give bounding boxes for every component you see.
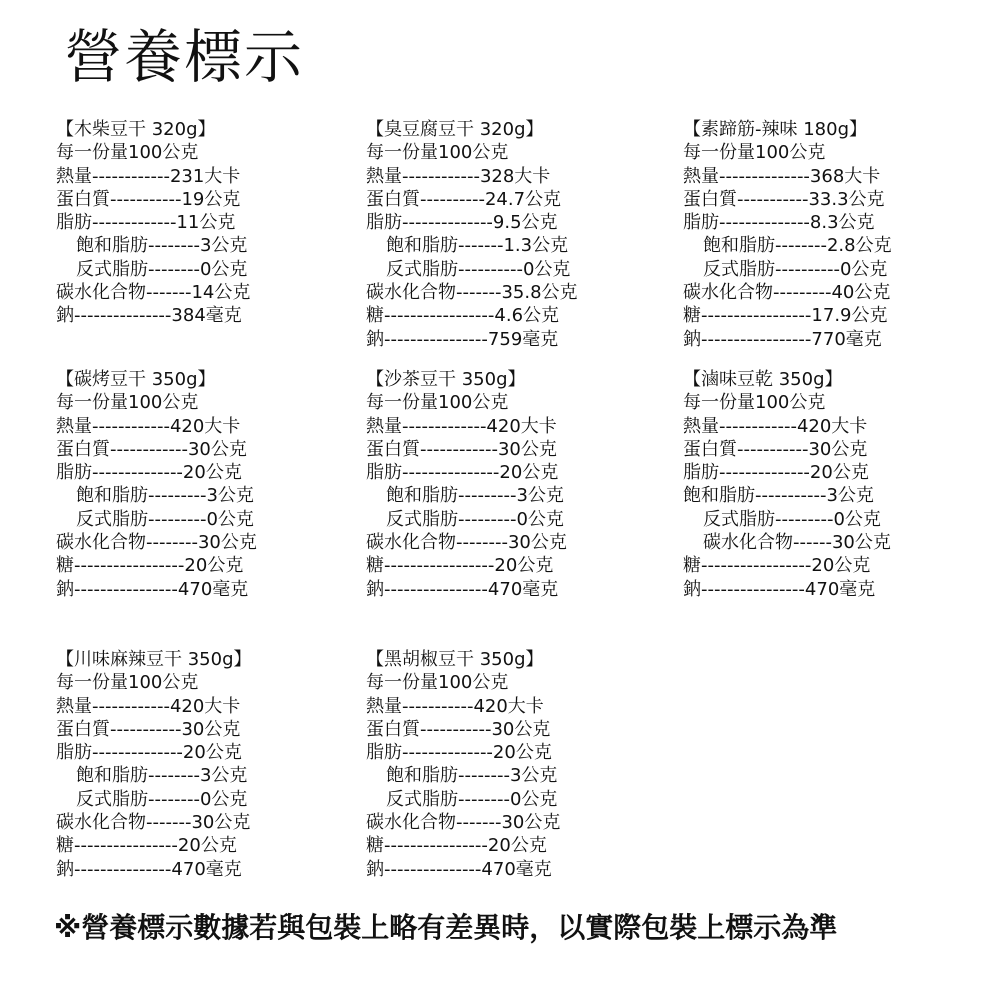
product-name: 【碳烤豆干 350g】 xyxy=(56,369,216,390)
nutrient-row: 鈉---------------470毫克 xyxy=(56,858,242,880)
nutrient-row: 飽和脂肪-----------3公克 xyxy=(683,485,874,507)
nutrient-row: 蛋白質-----------30公克 xyxy=(683,438,868,460)
nutrient-row: 脂肪--------------20公克 xyxy=(56,742,242,764)
product-name: 【沙茶豆干 350g】 xyxy=(366,369,526,390)
nutrient-row: 糖-----------------20公克 xyxy=(683,555,871,577)
nutrient-row: 鈉----------------470毫克 xyxy=(366,578,559,600)
page-title: 營養標示 xyxy=(64,23,305,91)
nutrient-row: 脂肪--------------9.5公克 xyxy=(366,212,558,234)
nutrient-row: 熱量-----------420大卡 xyxy=(366,695,544,717)
nutrition-card xyxy=(683,118,983,351)
nutrient-row: 飽和脂肪--------3公克 xyxy=(386,765,558,787)
nutrient-row: 蛋白質-----------19公克 xyxy=(56,188,241,210)
nutrition-card xyxy=(56,368,356,601)
product-name: 【黑胡椒豆干 350g】 xyxy=(366,649,544,670)
nutrition-card xyxy=(366,118,666,351)
nutrient-row: 蛋白質------------30公克 xyxy=(366,438,557,460)
nutrient-row: 糖-----------------20公克 xyxy=(366,555,554,577)
nutrient-row: 反式脂肪---------0公克 xyxy=(703,508,881,530)
nutrition-card xyxy=(683,368,983,601)
nutrient-row: 糖-----------------4.6公克 xyxy=(366,305,560,327)
nutrient-row: 反式脂肪---------0公克 xyxy=(76,508,254,530)
nutrient-row: 脂肪--------------20公克 xyxy=(56,462,242,484)
nutrient-row: 鈉----------------470毫克 xyxy=(56,578,249,600)
serving-size: 每一份量100公克 xyxy=(366,142,509,164)
nutrient-row: 反式脂肪---------0公克 xyxy=(386,508,564,530)
nutrient-row: 反式脂肪--------0公克 xyxy=(76,788,248,810)
nutrient-row: 熱量------------231大卡 xyxy=(56,165,241,187)
nutrient-row: 鈉-----------------770毫克 xyxy=(683,328,882,350)
nutrient-row: 飽和脂肪---------3公克 xyxy=(386,485,564,507)
nutrient-row: 飽和脂肪--------3公克 xyxy=(76,235,248,257)
nutrient-row: 蛋白質------------30公克 xyxy=(56,438,247,460)
product-name: 【臭豆腐豆干 320g】 xyxy=(366,119,544,140)
nutrient-row: 熱量------------420大卡 xyxy=(683,415,868,437)
nutrient-row: 反式脂肪----------0公克 xyxy=(386,258,571,280)
nutrient-row: 碳水化合物-------14公克 xyxy=(56,282,251,304)
footer-note: ※營養標示數據若與包裝上略有差異時，以實際包裝上標示為準 xyxy=(54,911,838,944)
nutrient-row: 脂肪--------------20公克 xyxy=(683,462,869,484)
product-name: 【木柴豆干 320g】 xyxy=(56,119,216,140)
nutrient-row: 反式脂肪--------0公克 xyxy=(386,788,558,810)
nutrient-row: 鈉---------------384毫克 xyxy=(56,305,242,327)
serving-size: 每一份量100公克 xyxy=(683,142,826,164)
nutrition-card xyxy=(56,118,356,328)
nutrient-row: 熱量------------420大卡 xyxy=(56,695,241,717)
nutrient-row: 蛋白質-----------30公克 xyxy=(56,718,241,740)
serving-size: 每一份量100公克 xyxy=(56,392,199,414)
nutrient-row: 反式脂肪----------0公克 xyxy=(703,258,888,280)
nutrition-card xyxy=(366,368,666,601)
nutrient-row: 碳水化合物--------30公克 xyxy=(366,532,567,554)
nutrient-row: 糖-----------------20公克 xyxy=(56,555,244,577)
nutrient-row: 蛋白質----------24.7公克 xyxy=(366,188,562,210)
nutrient-row: 熱量-------------420大卡 xyxy=(366,415,557,437)
nutrition-card xyxy=(56,648,356,881)
nutrient-row: 碳水化合物------30公克 xyxy=(703,532,891,554)
product-name: 【滷味豆乾 350g】 xyxy=(683,369,843,390)
nutrient-row: 碳水化合物---------40公克 xyxy=(683,282,891,304)
nutrient-row: 鈉----------------759毫克 xyxy=(366,328,559,350)
nutrient-row: 飽和脂肪-------1.3公克 xyxy=(386,235,569,257)
nutrient-row: 碳水化合物-------30公克 xyxy=(56,812,251,834)
nutrient-row: 碳水化合物-------35.8公克 xyxy=(366,282,578,304)
nutrient-row: 蛋白質-----------30公克 xyxy=(366,718,551,740)
serving-size: 每一份量100公克 xyxy=(683,392,826,414)
nutrient-row: 蛋白質-----------33.3公克 xyxy=(683,188,885,210)
serving-size: 每一份量100公克 xyxy=(366,392,509,414)
nutrient-row: 碳水化合物-------30公克 xyxy=(366,812,561,834)
product-name: 【素蹄筋-辣味 180g】 xyxy=(683,119,867,140)
serving-size: 每一份量100公克 xyxy=(56,672,199,694)
nutrient-row: 碳水化合物--------30公克 xyxy=(56,532,257,554)
nutrient-row: 熱量------------328大卡 xyxy=(366,165,551,187)
nutrient-row: 鈉----------------470毫克 xyxy=(683,578,876,600)
nutrient-row: 脂肪---------------20公克 xyxy=(366,462,559,484)
nutrient-row: 熱量--------------368大卡 xyxy=(683,165,881,187)
nutrient-row: 飽和脂肪--------2.8公克 xyxy=(703,235,892,257)
nutrient-row: 熱量------------420大卡 xyxy=(56,415,241,437)
serving-size: 每一份量100公克 xyxy=(366,672,509,694)
nutrient-row: 脂肪--------------8.3公克 xyxy=(683,212,875,234)
nutrient-row: 飽和脂肪--------3公克 xyxy=(76,765,248,787)
nutrient-row: 脂肪--------------20公克 xyxy=(366,742,552,764)
product-name: 【川味麻辣豆干 350g】 xyxy=(56,649,252,670)
nutrient-row: 脂肪-------------11公克 xyxy=(56,212,236,234)
nutrient-row: 糖-----------------17.9公克 xyxy=(683,305,888,327)
serving-size: 每一份量100公克 xyxy=(56,142,199,164)
nutrition-card xyxy=(366,648,666,881)
nutrient-row: 鈉---------------470毫克 xyxy=(366,858,552,880)
nutrient-row: 反式脂肪--------0公克 xyxy=(76,258,248,280)
nutrient-row: 飽和脂肪---------3公克 xyxy=(76,485,254,507)
nutrient-row: 糖----------------20公克 xyxy=(366,835,547,857)
nutrient-row: 糖----------------20公克 xyxy=(56,835,237,857)
